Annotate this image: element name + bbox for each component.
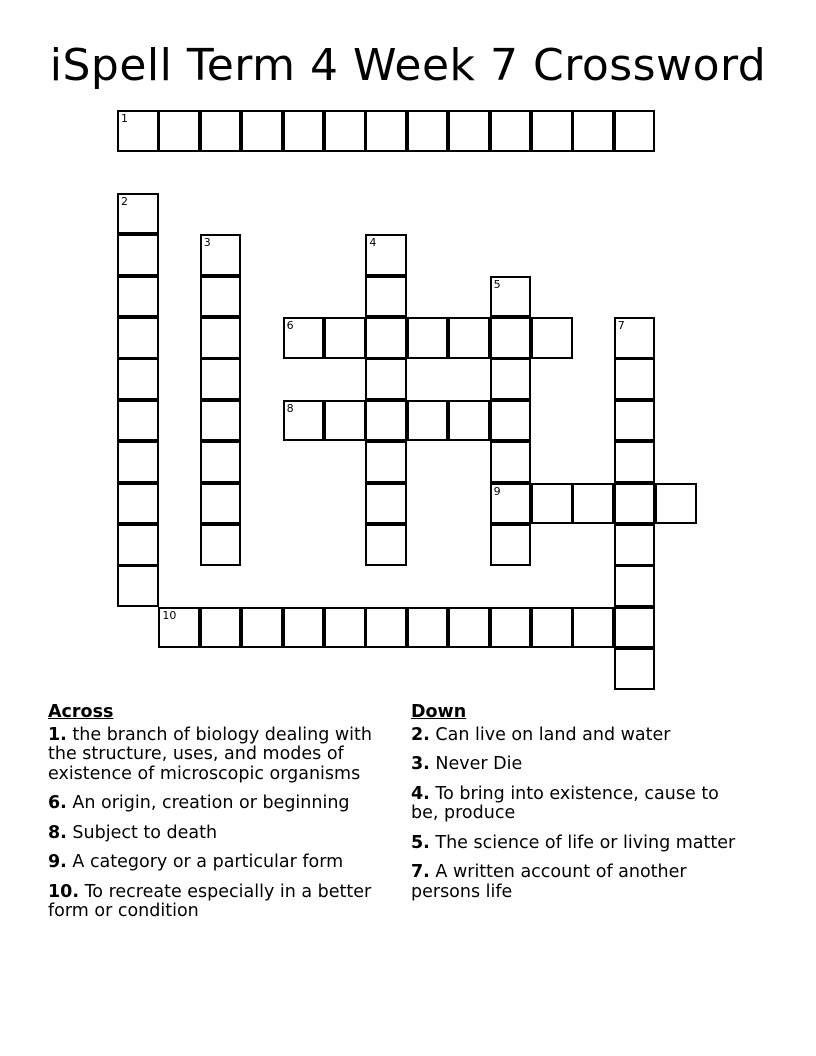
clue-number: 6. — [48, 793, 67, 813]
grid-cell[interactable] — [283, 317, 325, 359]
clue-down-2 — [411, 726, 741, 746]
grid-cell[interactable] — [407, 317, 449, 359]
grid-cell[interactable] — [490, 441, 532, 483]
grid-cell[interactable] — [365, 441, 407, 483]
grid-cell[interactable] — [655, 483, 697, 525]
grid-cell[interactable] — [117, 193, 159, 235]
grid-cell[interactable] — [614, 110, 656, 152]
grid-cell[interactable] — [572, 483, 614, 525]
grid-cell[interactable] — [614, 483, 656, 525]
grid-cell[interactable] — [117, 276, 159, 318]
grid-cell[interactable] — [614, 441, 656, 483]
clue-down-3 — [411, 755, 741, 775]
clue-text: Can live on land and water — [435, 724, 671, 745]
grid-cell[interactable] — [531, 110, 573, 152]
clue-number-label: 7 — [617, 319, 625, 332]
grid-cell[interactable] — [490, 607, 532, 649]
grid-cell[interactable] — [117, 483, 159, 525]
grid-cell[interactable] — [117, 524, 159, 566]
clue-number-label: 10 — [162, 608, 177, 622]
clue-text: To recreate especially in a better form or condition — [48, 881, 372, 921]
clue-across-9 — [48, 853, 398, 873]
grid-cell[interactable] — [117, 317, 159, 359]
down-clues — [411, 703, 741, 912]
grid-cell[interactable] — [283, 607, 325, 649]
clue-number-label: 3 — [203, 236, 211, 250]
grid-cell[interactable] — [117, 110, 159, 152]
down-heading: Down — [411, 702, 467, 722]
clue-text: A written account of another persons life — [411, 862, 687, 902]
grid-cell[interactable] — [448, 317, 490, 359]
grid-cell[interactable] — [572, 110, 614, 152]
clue-text: Never Die — [435, 754, 523, 774]
grid-cell[interactable] — [490, 524, 532, 566]
grid-cell[interactable] — [324, 607, 366, 649]
grid-cell[interactable] — [448, 400, 490, 442]
clue-number-label: 4 — [369, 236, 377, 250]
grid-cell[interactable] — [241, 110, 283, 152]
clue-across-10 — [48, 883, 398, 922]
grid-cell[interactable] — [200, 524, 242, 566]
grid-cell[interactable] — [365, 400, 407, 442]
clue-number: 8. — [48, 822, 67, 843]
grid-cell[interactable] — [117, 400, 159, 442]
page-title: iSpell Term 4 Week 7 Crossword — [49, 40, 767, 91]
grid-cell[interactable] — [283, 400, 325, 442]
grid-cell[interactable] — [614, 400, 656, 442]
clue-number: 2. — [411, 724, 430, 745]
clue-text: The science of life or living matter — [435, 832, 736, 853]
clue-number: 7. — [411, 862, 430, 882]
grid-cell[interactable] — [490, 317, 532, 359]
grid-cell[interactable] — [365, 358, 407, 400]
clue-across-6 — [48, 794, 398, 814]
clue-down-5 — [411, 834, 741, 854]
grid-cell[interactable] — [283, 110, 325, 152]
grid-cell[interactable] — [200, 317, 242, 359]
grid-cell[interactable] — [200, 483, 242, 525]
grid-cell[interactable] — [117, 358, 159, 400]
across-heading: Across — [48, 702, 114, 722]
clue-number-label: 6 — [286, 319, 294, 332]
grid-cell[interactable] — [614, 648, 656, 690]
clue-text: the branch of biology dealing with the structure, uses, and modes of existence of microscopic organisms — [48, 724, 372, 784]
clue-text: To bring into existence, cause to be, produce — [411, 783, 719, 823]
grid-cell[interactable] — [365, 110, 407, 152]
grid-cell[interactable] — [365, 276, 407, 318]
grid-cell[interactable] — [200, 607, 242, 649]
grid-cell[interactable] — [117, 234, 159, 276]
grid-cell[interactable] — [324, 110, 366, 152]
grid-cell[interactable] — [448, 110, 490, 152]
clue-number: 9. — [48, 852, 67, 872]
grid-cell[interactable] — [200, 358, 242, 400]
clue-down-4 — [411, 785, 741, 824]
clue-number-label: 5 — [493, 277, 501, 291]
grid-cell[interactable] — [324, 317, 366, 359]
grid-cell[interactable] — [117, 441, 159, 483]
clue-text: An origin, creation or beginning — [72, 793, 350, 813]
clue-number: 5. — [411, 832, 430, 853]
clue-number-label: 2 — [121, 194, 128, 208]
clue-number: 3. — [411, 754, 430, 774]
clue-text: A category or a particular form — [72, 852, 344, 872]
clue-number-label: 1 — [121, 112, 128, 125]
grid-cell[interactable] — [200, 441, 242, 483]
grid-cell[interactable] — [158, 607, 200, 649]
grid-cell[interactable] — [200, 276, 242, 318]
grid-cell[interactable] — [614, 607, 656, 649]
clue-down-7 — [411, 863, 741, 902]
grid-cell[interactable] — [158, 110, 200, 152]
grid-cell[interactable] — [407, 400, 449, 442]
grid-cell[interactable] — [448, 607, 490, 649]
grid-cell[interactable] — [200, 400, 242, 442]
grid-cell[interactable] — [614, 524, 656, 566]
grid-cell[interactable] — [365, 317, 407, 359]
grid-cell[interactable] — [490, 276, 532, 318]
grid-cell[interactable] — [614, 358, 656, 400]
grid-cell[interactable] — [365, 524, 407, 566]
grid-cell[interactable] — [241, 607, 283, 649]
grid-cell[interactable] — [117, 565, 159, 607]
grid-cell[interactable] — [490, 483, 532, 525]
grid-cell[interactable] — [531, 317, 573, 359]
across-clues — [48, 703, 398, 932]
clue-across-1 — [48, 726, 398, 785]
grid-cell[interactable] — [407, 607, 449, 649]
grid-cell[interactable] — [614, 317, 656, 359]
clue-number-label: 9 — [493, 484, 501, 498]
clue-number: 1. — [48, 724, 67, 745]
grid-cell[interactable] — [490, 400, 532, 442]
grid-cell[interactable] — [531, 483, 573, 525]
grid-cell[interactable] — [490, 110, 532, 152]
grid-cell[interactable] — [490, 358, 532, 400]
clue-text: Subject to death — [72, 822, 218, 843]
grid-cell[interactable] — [407, 110, 449, 152]
grid-cell[interactable] — [365, 607, 407, 649]
clue-number-label: 8 — [286, 401, 294, 415]
grid-cell[interactable] — [572, 607, 614, 649]
clue-number: 10. — [48, 881, 80, 902]
grid-cell[interactable] — [365, 234, 407, 276]
grid-cell[interactable] — [531, 607, 573, 649]
grid-cell[interactable] — [365, 483, 407, 525]
grid-cell[interactable] — [200, 234, 242, 276]
grid-cell[interactable] — [324, 400, 366, 442]
grid-cell[interactable] — [200, 110, 242, 152]
clue-across-8 — [48, 824, 398, 844]
grid-cell[interactable] — [614, 565, 656, 607]
clue-number: 4. — [411, 783, 430, 804]
